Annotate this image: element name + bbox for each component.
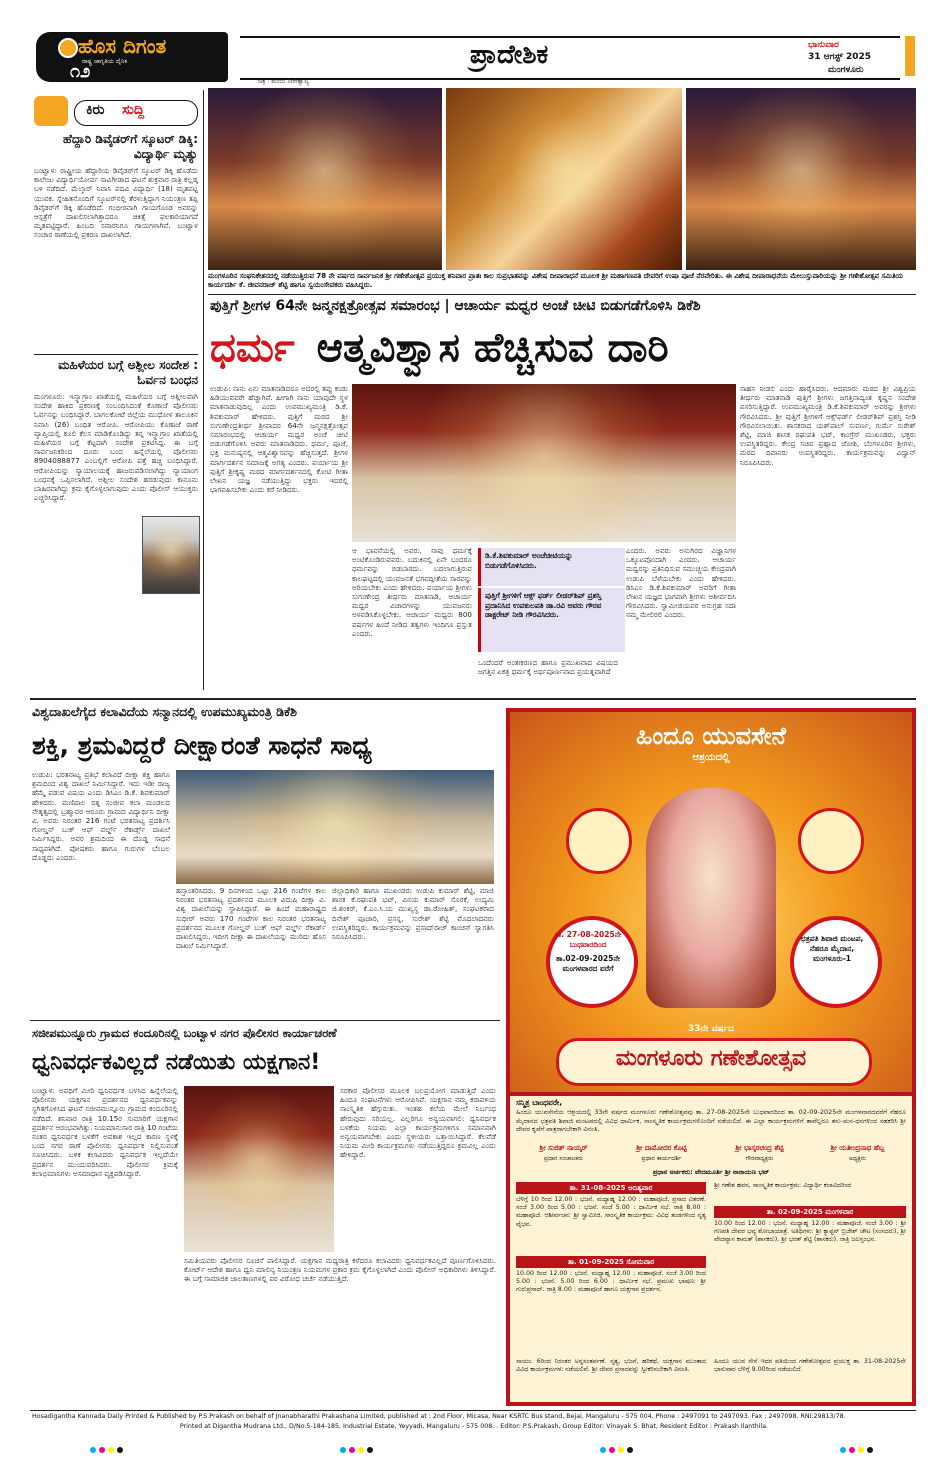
divider [30, 1020, 500, 1021]
guest-role: ಅಧ್ಯಕ್ಷರು [849, 1155, 866, 1162]
story4-col1: ಬಂಟ್ವಾಳ: ಅವಧಿಗೆ ಮೀರಿ ಧ್ವನಿವರ್ಧಕ ಬಳಸಿದ ಹಿನ್ನೆಲೆಯಲ್ಲಿ ಪೊಲೀಸರು ಯಕ್ಷಗಾನ ಪ್ರದರ್ಶನದ ಧ್ವನಿವರ್ಧಕವನ್ನು ಸ್ಥಗಿತಗೊಳಿಸಿದ ಘಟನೆ ಸಜೀಪಮುನ್ನೂರು ಗ್ರಾಮದ ಕಂದೂರಿನಲ್ಲಿ ನಡೆದಿದೆ. ಶನಿವಾರ ರಾತ್ರಿ 10.15ರ ಸುಮಾರಿಗೆ ಯಕ್ಷಗಾನ ಪ್ರದರ್ಶನ ಆರಂಭವಾಗಿತ್ತು. ನಿಯಮಾನುಸಾರ ರಾತ್ರಿ 10 ಗಂಟೆಯ ನಂತರ ಧ್ವನಿವರ್ಧಕ ಬಳಕೆಗೆ ಅವಕಾಶ ಇಲ್ಲದ ಕಾರಣ ಸ್ಥಳಕ್ಕೆ ಬಂದ ನಗರ ಠಾಣೆ ಪೊಲೀಸರು ಧ್ವನಿವರ್ಧಕ ನಿಲ್ಲಿಸುವಂತೆ ಸೂಚಿಸಿದರು. ಬಳಿಕ ಕಲಾವಿದರು ಧ್ವನಿವರ್ಧಕ ಇಲ್ಲದೆಯೇ ಪ್ರದರ್ಶನ ಮುಂದುವರಿಸಿದರು. ಪೊಲೀಸರ ಕ್ರಮಕ್ಕೆ ಕಲಾಭಿಮಾನಿಗಳು ಅಸಮಾಧಾನ ವ್ಯಕ್ತಪಡಿಸಿದ್ದಾರೆ. [32, 1086, 178, 1178]
story3-kicker: ವಿಶ್ವದಾಖಲೆಗೈದ ಕಲಾವಿದೆಯ ಸನ್ಮಾನದಲ್ಲಿ ಉಪಮುಖ್ಯಮಂತ್ರಿ ಡಿಕೆಶಿ [32, 704, 298, 719]
day3-schedule: 10.00 ರಿಂದ 12.00 : ಭಜನೆ. ಮಧ್ಯಾಹ್ನ 12.00 : ಮಹಾಪೂಜೆ. ಸಂಜೆ 3.00 : ಶ್ರೀ ಗಣಪತಿ ದೇವರ ಭವ್ಯ ಶೋಭಾಯಾತ್ರೆ. ಅತಿಥಿಗಳು: ಶ್ರೀ ಕ್ಯಾಪ್ಟನ್ ಬ್ರಿಜೇಶ್ ಚೌಟ (ಸಂಸದರು), ಶ್ರೀ ವೇದವ್ಯಾಸ ಕಾಮತ್ (ಶಾಸಕರು), ಶ್ರೀ ಭರತ್ ಶೆಟ್ಟಿ (ಶಾಸಕರು). ರಾತ್ರಿ ಜಲಸ್ತಂಭನ. [714, 1220, 906, 1244]
story4-col2: ಸರಕಾರ ಪೊಲೀಸರ ಮೂಲಕ ಬಲಪ್ರಯೋಗ ಮಾಡುತ್ತಿದೆ ಎಂದು ಹಿಂದೂ ಸಂಘಟನೆಗಳು ಆರೋಪಿಸಿವೆ. ಯಕ್ಷಗಾನ ನಮ್ಮ ಕರಾವಳಿಯ ಸಾಂಸ್ಕೃತಿಕ ಹೆಗ್ಗುರುತು. ಇಂತಹ ಕಲೆಯ ಮೇಲೆ ನಿರ್ಬಂಧ ಹೇರುವುದು ಸರಿಯಲ್ಲ. ಎಲ್ಲರಿಗೂ ಅನ್ವಯವಾಗಲಿ: ಧ್ವನಿವರ್ಧಕ ಬಳಕೆಯ ನಿಯಮ ಎಲ್ಲಾ ಕಾರ್ಯಕ್ರಮಗಳಿಗೂ ಸಮಾನವಾಗಿ ಅನ್ವಯವಾಗಬೇಕು ಎಂದು ಸ್ಥಳೀಯರು ಒತ್ತಾಯಿಸಿದ್ದಾರೆ. ಕೆಲವೆಡೆ ನಿಯಮ ಮೀರಿ ಕಾರ್ಯಕ್ರಮಗಳು ನಡೆಯುತ್ತಿದ್ದರೂ ಕ್ರಮವಿಲ್ಲ ಎಂದು ಹೇಳಿದ್ದಾರೆ. [340, 1086, 496, 1160]
divider [34, 354, 198, 355]
advert-intro: ಹಿಂದೂ ಯುವಸೇನೆಯ ಆಶ್ರಯದಲ್ಲಿ 33ನೇ ವರ್ಷದ ಮಂಗಳೂರು ಗಣೇಶೋತ್ಸವವು ತಾ. 27-08-2025ನೇ ಬುಧವಾರದಿಂದ ತಾ. 02-09-2025ನೇ ಮಂಗಳವಾರದವರೆಗೆ ನೆಹರೂ ಮೈದಾನದ ಛತ್ರಪತಿ ಶಿವಾಜಿ ಮಂಟಪದಲ್ಲಿ ವಿವಿಧ ಧಾರ್ಮಿಕ, ಸಾಂಸ್ಕೃತಿಕ ಕಾರ್ಯಕ್ರಮಗಳೊಂದಿಗೆ ನಡೆಯಲಿದೆ. ಈ ಎಲ್ಲಾ ಕಾರ್ಯಕ್ರಮಗಳಿಗೆ ತಾವೆಲ್ಲರೂ ತನು-ಮನ-ಧನಗಳಿಂದ ಸಹಕರಿಸಿ ಶ್ರೀ ದೇವರ ಕೃಪೆಗೆ ಪಾತ್ರರಾಗಬೇಕಾಗಿ ವಿನಂತಿ. [516, 1108, 906, 1133]
kiru-story1-title: ಹೆದ್ದಾರಿ ಡಿವೈಡರ್‌ಗೆ ಸ್ಕೂಟರ್ ಡಿಕ್ಕಿ: ವಿದ್ಯಾರ್ಥಿ ಮೃತ್ಯು [63, 132, 198, 161]
lead-col3: ಎಂದರು. ಅವರು ಅನುಗಿರದ ವಿಜ್ಞಾನಿಗಳ ಒಕ್ಕೂಟವೊಂದಾಗಿ ಎಂದರು. ಆಚಾರ್ಯ ಮಧ್ವರನ್ನು ಪ್ರತಿನಿಧಿಸುವ ಸಮುಚ್ಚಯ ಕೇಂದ್ರವಾಗಿ ಉಡುಪಿ ಬೆಳೆಯಬೇಕು ಎಂದು ಹೇಳಿದರು. ಡಿಸಿಎಂ ಡಿ.ಕೆ.ಶಿವಕುಮಾರ್ ಅವರಿಗೆ ಗೀತಾ ಲೇಖನ ಯಜ್ಞದ ಭಾಗವಾಗಿ ಶ್ರೀಗಳು ಆಶೀರ್ವದಿಸಿ ಗೌರವಿಸಿದರು. ಸ್ವಾಮೀಜಿಯವರ ಅನುಗ್ರಹ ಸದಾ ನಮ್ಮ ಮೇಲಿರಲಿ ಎಂದರು. [626, 546, 736, 620]
advert-invite: ಸನ್ಮಿತ್ರ ಬಾಂಧವರೇ, [516, 1098, 563, 1107]
guest-name: ಶ್ರೀ ಭಾಸ್ಕರಚಂದ್ರ ಶೆಟ್ಟಿ [735, 1144, 784, 1152]
story3-headline: ಶಕ್ತಿ, ಶ್ರಮವಿದ್ದರೆ ದೀಕ್ಷಾರಂತೆ ಸಾಧನೆ ಸಾಧ್ಯ [32, 731, 372, 760]
lead-bullet-1: ಡಿ.ಕೆ.ಶಿವಕುಮಾರ್ ಅಂಚೆಚೀಟಿಯನ್ನು ಬಿಡುಗಡೆಗೊಳಿಸಿದರು. [478, 548, 625, 586]
advert-guests [516, 1144, 906, 1180]
story3-col3: ಜಿಲ್ಲಾಧಿಕಾರಿ ಹಾಗೂ ಮುಖಂಡರು ಉಡುಪಿ ಕುಮಾರ್ ಶೆಟ್ಟಿ, ಮಾಜಿ ಶಾಸಕ ಕೆ.ರಘುಪತಿ ಭಟ್, ವಿನಯ ಕುಮಾರ್ ಸೊರಕೆ, ಉದ್ಯಮಿ ಜಿ.ಶಂಕರ್, ಕೆ.ಎಂ.ಸಿ.ಯ ಮುಖ್ಯಸ್ಥ ಡಾ.ರೋಹಿತ್, ಸಂಘಟಕರಾದ ದಿನೇಶ್ ಪೂಜಾರಿ, ಪ್ರಸನ್ನ, ಸುರೇಶ್ ಶೆಟ್ಟಿ ಮೊದಲಾದವರು ಉಪಸ್ಥಿತರಿದ್ದರು. ಕಾರ್ಯಕ್ರಮವನ್ನು ಪ್ರಸಾದ್‌ರಾಜ್ ಕಾಂಚನ್ ಸ್ವಾಗತಿಸಿ ನಿರೂಪಿಸಿದರು. [332, 886, 494, 942]
day1-schedule: ಬೆಳಿಗ್ಗೆ 10 ರಿಂದ 12.00 : ಭಜನೆ. ಮಧ್ಯಾಹ್ನ 12.00 : ಮಹಾಪೂಜೆ, ಪ್ರಸಾದ ವಿತರಣೆ. ಸಂಜೆ 3.00 ರಿಂದ 5.00 : ಭಜನೆ. ಸಂಜೆ 5.00 : ಧಾರ್ಮಿಕ ಸಭೆ. ರಾತ್ರಿ 8.00 : ಮಹಾಪೂಜೆ. ಆಶೀರ್ವಚನ: ಶ್ರೀ ಸ್ವಾಮೀಜಿ. ಸಾಂಸ್ಕೃತಿಕ ಕಾರ್ಯಕ್ರಮ: ವಿವಿಧ ತಂಡಗಳಿಂದ ನೃತ್ಯ ವೈಭವ. [516, 1196, 706, 1228]
lead-bullet-2: ಪುತ್ತಿಗೆ ಶ್ರೀಗಳಿಗೆ ಆಕ್ಸ್ ಫರ್ಡ್ ಲೀಡರ್‌ಶಿಪ್ ಪ್ರಶಸ್ತಿ ಪ್ರದಾನಿಸಿದ ಉಪಕುಲಪತಿ ಡಾ.ರವಿ ಅವರು ಗೌರವ ಡಾಕ್ಟರೇಟ್ ನೀಡಿ ಗೌರವಿಸಿದರು. [478, 588, 625, 652]
divider [30, 698, 916, 700]
masthead-day: ಭಾನುವಾರ [808, 40, 839, 50]
photo-credit: ಚಿತ್ರ : ಮಂಜು ನೀರೇಶ್ವಾಲ್ಯ [258, 78, 309, 85]
advert-date-to: ತಾ.02-09-2025ನೇ ಮಂಗಳವಾರದ ವರೆಗೆ [555, 954, 621, 973]
column-divider [203, 90, 204, 690]
advert-under: ಆಶ್ರಯದಲ್ಲಿ [692, 752, 730, 763]
imprint-line-2: Printed at Digantha Mudrana Ltd., D/No.5-184-185, Industrial Estate, Yeyyadi, Mangaluru - 575 008. . Editor: P.S.Prakash, Group Editor: Vinayak S. Bhat, Resident Editor : Prakash Ilanthila. [179, 1423, 769, 1430]
registration-marks [600, 1438, 660, 1448]
divider [208, 294, 916, 295]
guest-name: ಶ್ರೀ ಸುಜಿತ್ ನಾಯ್ಕರ್ [539, 1144, 588, 1152]
ganeshotsava-photo-1 [208, 88, 442, 270]
story3-col2: ಹಸ್ತಾಂತರಿಸಿದರು. 9 ದಿನಗಳಿಂದ ಒಟ್ಟು 216 ಗಂಟೆಗಳ ಕಾಲ ನಿರಂತರ ಭರತನಾಟ್ಯ ಪ್ರದರ್ಶನದ ಮೂಲಕ ವಿದುಷಿ ದೀಕ್ಷಾ ವಿ. ವಿಶ್ವ ದಾಖಲೆಯನ್ನು ಸ್ಥಾಪಿಸಿದ್ದಾರೆ. ಈ ಹಿಂದೆ ಮಹಾರಾಷ್ಟ್ರದ ಸುಧೀರ್ ಅವರು 170 ಗಂಟೆಗಳ ಕಾಲ ನಿರಂತರ ಭರತನಾಟ್ಯ ಪ್ರದರ್ಶನದ ಮೂಲಕ ಗೋಲ್ಡನ್ ಬುಕ್ ಆಫ್ ವರ್ಲ್ಡ್ ರೆಕಾರ್ಡ್ ದಾಖಲಿಸಿದ್ದರು. ಇದೀಗ ದೀಕ್ಷಾ ಈ ದಾಖಲೆಯನ್ನು ಮುರಿದು ಹೊಸ ದಾಖಲೆ ನಿರ್ಮಿಸಿದ್ದಾರೆ. [176, 886, 326, 951]
kiru-label-suffix: ಸುದ್ದಿ [122, 102, 145, 118]
day2-header: ತಾ. 01-09-2025 ಸೋಮವಾರ [516, 1256, 706, 1268]
shivaji-portrait-icon [798, 808, 864, 874]
accused-photo [142, 516, 200, 594]
advert-venue: ಛತ್ರಪತಿ ಶಿವಾಜಿ ಮಂಟಪ, ನೆಹರೂ ಮೈದಾನ, ಮಂಗಳೂರು-1 [800, 934, 864, 963]
registration-marks [90, 1438, 890, 1448]
masthead-tab [905, 36, 915, 76]
advert-edition: 33ನೇ ವರ್ಷದ [688, 1024, 734, 1034]
lead-stage-photo [352, 384, 736, 542]
lead-col1: ಉಡುಪಿ: ನಾನು ಏನು ಮಾತನಾಡಿದರೂ ಅದರಲ್ಲಿ ತಪ್ಪು ಕಂಡು ಹಿಡಿಯುವವರೇ ಹೆಚ್ಚಾಗಿವೆ. ಹೀಗಾಗಿ ನಾನು ಯಾವುದೇ ಸ್ಥಳ ಮಾತನಾಡುವುದಿಲ್ಲ ಎಂದು ಉಪಮುಖ್ಯಮಂತ್ರಿ ಡಿ.ಕೆ. ಶಿವಕುಮಾರ್ ಹೇಳಿದರು. ಪುತ್ತಿಗೆ ಮಠದ ಶ್ರೀ ಸುಗುಣೇಂದ್ರತೀರ್ಥ ಶ್ರೀಪಾದರ 64ನೇ ಜನ್ಮನಕ್ಷತ್ರೋತ್ಸವ ಸಮಾರಂಭದಲ್ಲಿ ಆಚಾರ್ಯ ಮಧ್ವರ ಅಂಚೆ ಚೀಟಿ ಬಿಡುಗಡೆಗೊಳಿಸಿ ಅವರು ಮಾತನಾಡಿದರು. ಧರ್ಮ, ಪೂಜೆ, ಭಕ್ತಿ ಮನುಷ್ಯನಲ್ಲಿ ಆತ್ಮವಿಶ್ವಾಸವನ್ನು ಹೆಚ್ಚಿಸುತ್ತದೆ. ಶ್ರೀಗಳ ಮಾರ್ಗದರ್ಶನ ಸಮಾಜಕ್ಕೆ ಅಗತ್ಯ ಎಂದರು. ಪರ್ಯಾಯ ಶ್ರೀ ಪುತ್ತಿಗೆ ಶ್ರೀಕೃಷ್ಣ ಮಠದ ಮಾರ್ಗದರ್ಶನದಲ್ಲಿ ಕೋಟಿ ಗೀತಾ ಲೇಖನ ಯಜ್ಞ ನಡೆಯುತ್ತಿದ್ದು ಭಕ್ತರು ಇದರಲ್ಲಿ ಭಾಗವಹಿಸಬೇಕು ಎಂದು ಕರೆ ನೀಡಿದರು. [210, 384, 348, 495]
ganeshotsava-photo-3 [686, 88, 916, 270]
masthead-date: 31 ಆಗಸ್ಟ್ 2025 [808, 52, 871, 62]
advert-priest: ಪ್ರಧಾನ ಅರ್ಚಕರು: ವೇದಮೂರ್ತಿ ಶ್ರೀ ನಾರಾಯಣ ಭಟ್ [652, 1168, 770, 1176]
kiru-story1-body: ಬಂಟ್ವಾಳ: ರಾಷ್ಟ್ರೀಯ ಹೆದ್ದಾರಿಯ ಡಿವೈಡರ್‌ಗೆ ಸ್ಕೂಟರ್ ಡಿಕ್ಕಿ ಹೊಡೆದು ಕಾಲೇಜು ವಿದ್ಯಾರ್ಥಿಯೋರ್ವ ಸಾವಿಗೀಡಾದ ಘಟನೆ ಶುಕ್ರವಾರ ರಾತ್ರಿ ಕಲ್ಲಡ್ಕ ಬಳಿ ನಡೆದಿದೆ. ಮೆಲ್ಕಾರ್ ನಿವಾಸಿ ಪದವಿ ವಿದ್ಯಾರ್ಥಿ (18) ಮೃತಪಟ್ಟ ಯುವಕ. ಸ್ನೇಹಿತನೊಂದಿಗೆ ಸ್ಕೂಟರ್‌ನಲ್ಲಿ ತೆರಳುತ್ತಿದ್ದಾಗ ನಿಯಂತ್ರಣ ತಪ್ಪಿ ಡಿವೈಡರ್‌ಗೆ ಡಿಕ್ಕಿ ಹೊಡೆದಿದೆ. ಗಂಭೀರವಾಗಿ ಗಾಯಗೊಂಡ ಅವರನ್ನು ಆಸ್ಪತ್ರೆಗೆ ದಾಖಲಿಸಲಾಗಿತ್ತಾದರೂ ಚಿಕಿತ್ಸೆ ಫಲಕಾರಿಯಾಗದೆ ಮೃತಪಟ್ಟಿದ್ದಾರೆ. ಹಿಂಬದಿ ಸವಾರನಿಗೂ ಗಾಯಗಳಾಗಿವೆ. ಬಂಟ್ವಾಳ ಸಂಚಾರ ಠಾಣೆಯಲ್ಲಿ ಪ್ರಕರಣ ದಾಖಲಾಗಿದೆ. [34, 166, 198, 240]
story4-kicker: ಸಜೀಪಮುನ್ನೂರು ಗ್ರಾಮದ ಕಂದೂರಿನಲ್ಲಿ ಬಂಟ್ವಾಳ ನಗರ ಪೊಲೀಸರ ಕಾರ್ಯಾಚರಣೆ [32, 1026, 337, 1040]
section-banner [240, 36, 900, 80]
guest-role: ಪ್ರಧಾನ ಸಂಚಾಲಕರು [543, 1155, 584, 1162]
advert-org: ಹಿಂದೂ ಯುವಸೇನೆ [636, 722, 786, 750]
lead-col2: ಆ ಭಾವನೆಯಲ್ಲಿ ಅವರು, ನಾವು ಧರ್ಮಕ್ಕೆ ಅಂಟಿಕೊಂಡಿರುವವರು. ಬದುಕಿನಲ್ಲಿ ಏನೇ ಬಂದರೂ ಧರ್ಮವನ್ನು ಬಿಡಬಾರದು. ಬದಲಾಗುತ್ತಿರುವ ಕಾಲಘಟ್ಟದಲ್ಲಿ ಯುವಜನತೆ ಭಗವದ್ಗೀತೆಯ ಸಾರವನ್ನು ಅರಿಯಬೇಕು ಎಂದು ಹೇಳಿದರು. ಪರ್ಯಾಯ ಶ್ರೀಗಳು ಸುಗುಣೇಂದ್ರ ತೀರ್ಥರು ಮಾತನಾಡಿ, ಆಚಾರ್ಯ ಮಧ್ವರ ವಿಚಾರಗಳನ್ನು ಯುವಜನರು ಅಳವಡಿಸಿಕೊಳ್ಳಬೇಕು. ಆಚಾರ್ಯ ಮಧ್ವರು 800 ವರ್ಷಗಳ ಹಿಂದೆ ನೀಡಿದ ತತ್ವಗಳು ಇಂದಿಗೂ ಪ್ರಸ್ತುತ ಎಂದರು. [352, 546, 472, 638]
lead-headline [210, 320, 914, 376]
imprint-line-1: Hosadigantha Kannada Daily Printed & Published by P.S.Prakash on behalf of Jnanabharathi Prakashana Limited, published at : 2nd Floor, Micasa, Near KSRTC Bus stand, Bejai, Mangaluru - 575 004, Phone : 2497091 to 2497093. Fax : 2497098. RNI:29813/78. [32, 1413, 846, 1420]
kiru-label-prefix: ಕಿರು [86, 102, 105, 118]
ganeshotsava-photo-2 [446, 88, 682, 270]
lead-col4: ಸಾಹಸ ನೀಡಲಿ ಎಂದು ಹಾರೈಸಿದರು. ಆದಮಾರು ಮಠದ ಶ್ರೀ ವಿಶ್ವಪ್ರಿಯ ತೀರ್ಥರು ಮಾತನಾಡಿ ಪುತ್ತಿಗೆ ಶ್ರೀಗಳು ಜಗತ್ತಿನಾದ್ಯಂತ ಕೃಷ್ಣನ ಸಂದೇಶ ಪಸರಿಸುತ್ತಿದ್ದಾರೆ. ಉಪಮುಖ್ಯಮಂತ್ರಿ ಡಿ.ಕೆ.ಶಿವಕುಮಾರ್ ಅವರನ್ನು ಶ್ರೀಗಳು ಗೌರವಿಸಿದರು. ಶ್ರೀ ಪುತ್ತಿಗೆ ಶ್ರೀಗಳಿಗೆ ಆಕ್ಸ್‌ಫರ್ಡ್ ಲೀಡರ್‌ಶಿಪ್ ಪ್ರಶಸ್ತಿ ನೀಡಿ ಗೌರವಿಸಲಾಯಿತು. ಶಾಸಕರಾದ ಯಶ್‌ಪಾಲ್ ಸುವರ್ಣ, ಗುರ್ಮೆ ಸುರೇಶ್ ಶೆಟ್ಟಿ, ಮಾಜಿ ಶಾಸಕ ರಘುಪತಿ ಭಟ್, ಕಾಂಗ್ರೆಸ್ ಮುಖಂಡರು, ಭಕ್ತರು ಉಪಸ್ಥಿತರಿದ್ದರು. ಕೇಂದ್ರ ಸಚಿವ ಪ್ರಹ್ಲಾದ ಜೋಶಿ, ಬೆಂಗಳೂರಿನ ಶ್ರೀಗಳು, ಮಠದ ದಿವಾನರು ಉಪಸ್ಥಿತರಿದ್ದರು. ಕಾರ್ಯಕ್ರಮವನ್ನು ವಿದ್ವಾನ್ ನಿರೂಪಿಸಿದರು. [740, 384, 916, 467]
advert-right-top: ಶ್ರೀ ಗಣೇಶ ಹವನ, ಸಾಂಸ್ಕೃತಿಕ ಕಾರ್ಯಕ್ರಮ: ವಿದ್ಯಾರ್ಥಿ ಕಲಾವಿದರಿಂದ [714, 1182, 852, 1189]
ganesha-idol-image [646, 788, 776, 1008]
lead-tail: ಒಂದೆಂದರೆ ಅಂತಃಕರಣದ ಹಾಗೂ ಪ್ರಮುಖವಾದ ವಿಷಯದ ಜಗತ್ತಿನ ಏಕತ್ರ ಧರ್ಮಕ್ಕೆ ಅರ್ಥಪೂರ್ಣವಾದ ಪ್ರಯತ್ನವಾಗಿದೆ [478, 658, 618, 677]
om-emblem-icon [566, 808, 632, 874]
guest-name: ಶ್ರೀ ದಾಮೋದರ ಕೊಟ್ಟಿ [636, 1144, 687, 1152]
advert-title: ಮಂಗಳೂರು ಗಣೇಶೋತ್ಸವ [615, 1046, 807, 1071]
kiru-story2-body: ಮಂಗಳೂರು: ಇನ್ಸ್ಟಾಗ್ರಾಂ ಖಾತೆಯಲ್ಲಿ ಮಹಿಳೆಯರ ಬಗ್ಗೆ ಅಶ್ಲೀಲವಾಗಿ ಸಂದೇಶ ಹಾಕಿದ ಪ್ರಕರಣಕ್ಕೆ ಸಂಬಂಧಿಸಿದಂತೆ ಕೊಣಾಜೆ ಪೊಲೀಸರು ಓರ್ವನನ್ನು ಬಂಧಿಸಿದ್ದಾರೆ. ಬಾಗಲಕೋಟೆ ಜಿಲ್ಲೆಯ ಮುಧೋಳ ತಾಲೂಕಿನ ನಿವಾಸಿ (26) ಬಂಧಿತ ಆರೋಪಿ. ಆರೋಪಿಯು ಕೊಣಾಜೆ ಠಾಣೆ ವ್ಯಾಪ್ತಿಯಲ್ಲಿ ಕೂಲಿ ಕೆಲಸ ಮಾಡಿಕೊಂಡಿದ್ದು ತನ್ನ ಇನ್ಸ್ಟಾಗ್ರಾಂ ಖಾತೆಯಲ್ಲಿ ಮಹಿಳೆಯರ ಬಗ್ಗೆ ಕೆಟ್ಟದಾಗಿ ಸಂದೇಶ ಪ್ರಕಟಿಸಿದ್ದ. ಈ ಬಗ್ಗೆ ಸಾರ್ವಜನಿಕರಿಂದ ದೂರು ಬಂದ ಹಿನ್ನೆಲೆಯಲ್ಲಿ ಪೊಲೀಸರು 8904088877 ಎಂಬಲ್ಲಿಗೆ ಆರೋಪಿ ಪತ್ತೆ ಹಚ್ಚಿ ಬಂಧಿಸಿದ್ದಾರೆ. ಆರೋಪಿಯನ್ನು ನ್ಯಾಯಾಲಯಕ್ಕೆ ಹಾಜರುಪಡಿಸಲಾಗಿದ್ದು ನ್ಯಾಯಾಂಗ ಬಂಧನಕ್ಕೆ ಒಪ್ಪಿಸಲಾಗಿದೆ. ಅಶ್ಲೀಲ ಸಂದೇಶ ಹರಡುವುದು ಕಾನೂನು ಬಾಹಿರವಾಗಿದ್ದು ಕ್ರಮ ಕೈಗೊಳ್ಳಲಾಗುವುದು ಎಂದು ಪೊಲೀಸ್ ಆಯುಕ್ತರು ಎಚ್ಚರಿಸಿದ್ದಾರೆ. [34, 392, 198, 503]
kiru-suddi-column [30, 88, 200, 690]
top-photo-caption: ಮಂಗಳೂರಿನ ಸಂಘನಿಕೇತನದಲ್ಲಿ ನಡೆಯುತ್ತಿರುವ 78 ನೇ ವರ್ಷದ ಸಾರ್ವಜನಿಕ ಶ್ರೀ ಗಣೇಶೋತ್ಸವ ಪ್ರಯುಕ್ತ ಶನಿವಾರ ಪ್ರಾತಃ ಕಾಲ ಸುಪ್ರಭಾತವನ್ನು ವಿಶೇಷ ದೀಪಾರಾಧನೆ ಮೂಲಕ ಶ್ರೀ ಮಹಾಗಣಪತಿ ದೇವರಿಗೆ ಉಷಾ ಪೂಜೆ ನೆರವೇರಿತು. ಈ ವಿಶೇಷ ದೀಪಾರಾಧನೆಯ ಮೇಲುಸ್ತುವಾರಿಯನ್ನು ಶ್ರೀ ಗಣೇಶೋತ್ಸವ ಸಮಿತಿಯ ಕಾರ್ಯದರ್ಶಿ ಕೆ. ಜೀವನರಾಜ್ ಶೆಟ್ಟಿ ಹಾಗೂ ಸ್ವಯಂಸೇವಕರು ವಹಿಸಿದ್ದರು. [208, 272, 904, 289]
day2-schedule: 10.00 ರಿಂದ 12.00 : ಭಜನೆ. ಮಧ್ಯಾಹ್ನ 12.00 : ಮಹಾಪೂಜೆ. ಸಂಜೆ 3.00 ರಿಂದ 5.00 : ಭಜನೆ. 5.00 ರಿಂದ 6.00 : ಧಾರ್ಮಿಕ ಸಭೆ. ಪ್ರಮುಖ ಭಾಷಣ: ಶ್ರೀ ಗುರುಪ್ರಸಾದ್. ರಾತ್ರಿ 8.00 : ಮಹಾಪೂಜೆ ಹಾಗೂ ಯಕ್ಷಗಾನ ಪ್ರದರ್ಶನ. [516, 1270, 706, 1294]
registration-marks [840, 1438, 900, 1448]
day1-header: ತಾ. 31-08-2025 ಆದಿತ್ಯವಾರ [516, 1182, 706, 1194]
masthead-city: ಮಂಗಳೂರು [828, 65, 864, 75]
page-number: ೧೨ [70, 61, 91, 82]
section-title: ಪ್ರಾದೇಶಿಕ [470, 40, 549, 70]
story3-col1: ಉಡುಪಿ: ಭರತನಾಟ್ಯ ಪ್ರತಿಭೆ ಕಲಾವಿದೆ ದೀಕ್ಷಾ ಶಕ್ತಿ ಹಾಗೂ ಶ್ರಮದಿಂದ ವಿಶ್ವ ದಾಖಲೆ ನಿರ್ಮಿಸಿದ್ದಾರೆ. ಇದು ಇಡೀ ರಾಜ್ಯ ಹೆಮ್ಮೆ ಪಡುವ ವಿಷಯ ಎಂದು ಡಿಸಿಎಂ ಡಿ.ಕೆ. ಶಿವಕುಮಾರ್ ಹೇಳಿದರು. ಮಣಿಪಾಲ ರತ್ನ ಸಂಜೀವ ಕಲಾ ಮಂಡಲದ ನೇತೃತ್ವದಲ್ಲಿ ಬ್ರಹ್ಮಾವರ ಆರೂರು ಗ್ರಾಮದ ವಿದ್ಯಾರ್ಥಿನಿ ದೀಕ್ಷಾ ವಿ. ಅವರು ನಿರಂತರ 216 ಗಂಟೆ ಭರತನಾಟ್ಯ ಪ್ರದರ್ಶಿಸಿ ಗೋಲ್ಡನ್ ಬುಕ್ ಆಫ್ ವರ್ಲ್ಡ್ ರೆಕಾರ್ಡ್ಸ್ ದಾಖಲೆ ನಿರ್ಮಿಸಿದ್ದರು. ಅವರ ಶ್ರಮದಿಂದ ಈ ದೊಡ್ಡ ಸಾಧನೆ ಸಾಧ್ಯವಾಗಿದೆ. ಪೋಷಕರು ಹಾಗೂ ಗುರುಗಳ ಬೆಂಬಲ ದೊಡ್ಡದು ಎಂದರು. [32, 770, 170, 862]
registration-marks [340, 1438, 400, 1448]
lead-headline-black: ಆತ್ಮವಿಶ್ವಾಸ ಹೆಚ್ಚಿಸುವ ದಾರಿ [316, 325, 669, 371]
advert-footer-right: ಹಿಂದೂ ಯುವ ಸೇನೆ ಇದರ ವತಿಯಿಂದ ಗಣೇಶೋತ್ಸವದ ಪ್ರಯುಕ್ತ ತಾ. 31-08-2025ನೇ ಭಾನುವಾರ ಬೆಳಿಗ್ಗೆ 9.00ರಿಂದ ನಡೆಯಲಿದೆ. [714, 1358, 906, 1374]
kiru-hand-icon [34, 96, 68, 126]
yakshagana-photo [184, 1086, 334, 1252]
logo-tagline: ರಾಷ್ಟ್ರ ಜಾಗೃತಿಯ ದೈನಿಕ [82, 58, 128, 65]
advert-footer-left: ಸಾಯಂ. 6ರಿಂದ ನಿರಂತರ ಅನ್ನಸಂತರ್ಪಣೆ. ನೃತ್ಯ, ಭಜನೆ, ಹರಿಕಥೆ, ಯಕ್ಷಗಾನ ಮುಂತಾದ ವಿವಿಧ ಕಾರ್ಯಕ್ರಮಗಳು ನಡೆಯಲಿವೆ. ಶ್ರೀ ದೇವರ ಪ್ರಸಾದವನ್ನು ಸ್ವೀಕರಿಸಬೇಕಾಗಿ ವಿನಂತಿ. [516, 1358, 706, 1374]
divider [30, 1410, 916, 1411]
day3-header: ತಾ. 02-09-2025 ಮಂಗಳವಾರ [714, 1206, 906, 1218]
story4-col3: ಸಮಿತಿಯವರು ಪೊಲೀಸರ ಸೂಚನೆ ಪಾಲಿಸಿದ್ದಾರೆ. ಯಕ್ಷಗಾನ ಮಧ್ಯರಾತ್ರಿ ಕಳೆದರೂ ಕಲಾವಿದರು ಧ್ವನಿವರ್ಧಕವಿಲ್ಲದೆ ಪೂರ್ಣಗೊಳಿಸಿದರು. ಕೋರ್ಟ್ ಆದೇಶ ಹಾಗೂ ಧ್ವನಿ ಮಾಲಿನ್ಯ ನಿಯಂತ್ರಣ ನಿಯಮಗಳ ಪ್ರಕಾರ ಕ್ರಮ ಕೈಗೊಳ್ಳಲಾಗಿದೆ ಎಂದು ಪೊಲೀಸ್ ಅಧಿಕಾರಿಗಳು ತಿಳಿಸಿದ್ದಾರೆ. ಈ ಬಗ್ಗೆ ಸಾಮಾಜಿಕ ಜಾಲತಾಣಗಳಲ್ಲಿ ಪರ ವಿರೋಧ ಚರ್ಚೆ ನಡೆಯುತ್ತಿದೆ. [184, 1256, 496, 1284]
guest-role: ಪ್ರಧಾನ ಕಾರ್ಯದರ್ಶಿ [641, 1155, 682, 1162]
story4-headline: ಧ್ವನಿವರ್ಧಕವಿಲ್ಲದೆ ನಡೆಯಿತು ಯಕ್ಷಗಾನ! [32, 1050, 321, 1075]
lead-headline-red: ಧರ್ಮ [210, 325, 295, 371]
advert-date-from: ತಾ. 27-08-2025ನೇ ಬುಧವಾರದಿಂದ [554, 930, 622, 949]
kiru-story2-title: ಮಹಿಳೆಯರ ಬಗ್ಗೆ ಅಶ್ಲೀಲ ಸಂದೇಶ : ಓರ್ವನ ಬಂಧನ [58, 358, 198, 387]
logo-ganesha-icon [58, 38, 78, 58]
ganeshotsava-advert [506, 708, 916, 1406]
guest-role: ಗೌರವಾಧ್ಯಕ್ಷರು [745, 1155, 774, 1162]
felicitation-photo [176, 770, 494, 884]
logo-text: ಹೊಸ ದಿಗಂತ [78, 34, 167, 58]
lead-kicker: ಪುತ್ತಿಗೆ ಶ್ರೀಗಳ 64ನೇ ಜನ್ಮನಕ್ಷತ್ರೋತ್ಸವ ಸಮಾರಂಭ | ಆಚಾರ್ಯ ಮಧ್ವರ ಅಂಚೆ ಚೀಟಿ ಬಿಡುಗಡೆಗೊಳಿಸಿ ಡಿಕೆಶಿ [210, 298, 701, 314]
masthead [0, 0, 945, 88]
guest-name: ಶ್ರೀ ಯತೀಂದ್ರನಾಥ ಹೆಬ್ಬ [830, 1144, 885, 1152]
